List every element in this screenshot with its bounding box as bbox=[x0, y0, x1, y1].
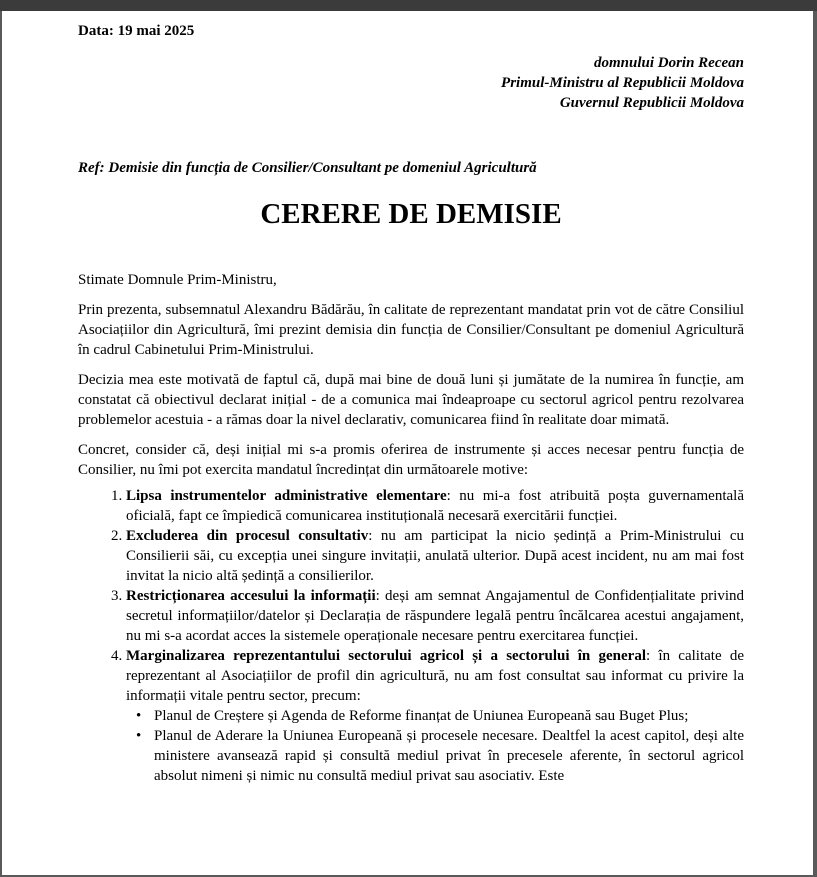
salutation: Stimate Domnule Prim-Ministru, bbox=[78, 272, 277, 288]
list-item: 2. Excluderea din procesul consultativ: nu am participat la nicio ședință a Prim-Ministrului cu Consilierii săi, cu excepția unei singure invitații, anulată ulterior. După acest incident, nu am mai fost invitat la nicio altă ședință a consilierilor. bbox=[126, 526, 744, 586]
letter-date: Data: 19 mai 2025 bbox=[78, 23, 195, 39]
list-item: 1. Lipsa instrumentelor administrative elementare: nu mi-a fost atribuită poșta guvernamentală oficială, fapt ce împiedică comunicarea instituțională necesară exercitării funcției. bbox=[126, 486, 744, 526]
paragraph: Decizia mea este motivată de faptul că, după mai bine de două luni și jumătate de la numirea în funcție, am constatat că obiectivul declarat inițial - de a comunica mai îndeaproape cu sectorul agricol pentru rezolvarea problemelor acestuia - a rămas doar la nivel declarativ, comunicarea fiind în realitate doar mimată. bbox=[78, 372, 744, 428]
reference-line: Ref: Demisie din funcția de Consilier/Consultant pe domeniul Agricultură bbox=[78, 160, 537, 176]
paragraph: Prin prezenta, subsemnatul Alexandru Bădărău, în calitate de reprezentant mandatat prin vot de către Consiliul Asociațiilor din Agricultură, îmi prezint demisia din funcția de Consilier/Consultant pe domeniul Agricultură în cadrul Cabinetului Prim-Ministrului. bbox=[78, 302, 744, 358]
document-title: CERERE DE DEMISIE bbox=[260, 198, 562, 230]
bullet-item: • Planul de Aderare la Uniunea Europeană și procesele necesare. Dealtfel la acest capitol, deși alte ministere avansează rapid și consultă mediul privat în precesele aferente, în sectorul agricol absolut nimeni și nimic nu consultă mediul privat sau asociativ. Este bbox=[154, 726, 744, 786]
letter-body bbox=[78, 270, 744, 786]
recipient-name: domnului Dorin Recean bbox=[593, 55, 744, 71]
reasons-list bbox=[78, 486, 744, 786]
sub-list bbox=[126, 706, 744, 786]
viewer-toolbar bbox=[0, 0, 817, 11]
paragraph: Concret, consider că, deși inițial mi s-a promis oferirea de instrumente și acces necesar pentru funcția de Consilier, nu îmi pot exercita mandatul încredințat din următoarele motive: bbox=[78, 442, 744, 478]
bullet-item: • Planul de Creștere și Agenda de Reforme finanțat de Uniunea Europeană sau Buget Plus; bbox=[154, 706, 744, 726]
document-page bbox=[2, 11, 813, 875]
recipient-institution: Guvernul Republicii Moldova bbox=[559, 95, 744, 111]
recipient-block bbox=[501, 53, 744, 113]
list-item: 3. Restricționarea accesului la informații: deși am semnat Angajamentul de Confidențialitate privind secretul informațiilor/datelor și Declarația de răspundere legală pentru încălcarea acestui angajament, nu mi s-a acordat acces la sistemele operaționale necesare pentru exercitarea funcției. bbox=[126, 586, 744, 646]
list-item: 4. Marginalizarea reprezentantului sectorului agricol și a sectorului în general: în calitate de reprezentant al Asociațiilor de profil din agricultură, nu am fost consultat sau informat cu privire la informații vitale pentru sector, precum: • Planul de Creștere și Agenda de Reforme finanțat de Uniunea Europeană sau Buget Plus; • Planul de Aderare la Uniunea Europeană și procesele necesare. Dealtfel la acest capitol, deși alte ministere avansează rapid și consultă mediul privat în precesele aferente, în sectorul agricol absolut nimeni și nimic nu consultă mediul privat sau asociativ. Este bbox=[126, 646, 744, 786]
recipient-title: Primul-Ministru al Republicii Moldova bbox=[501, 75, 744, 91]
